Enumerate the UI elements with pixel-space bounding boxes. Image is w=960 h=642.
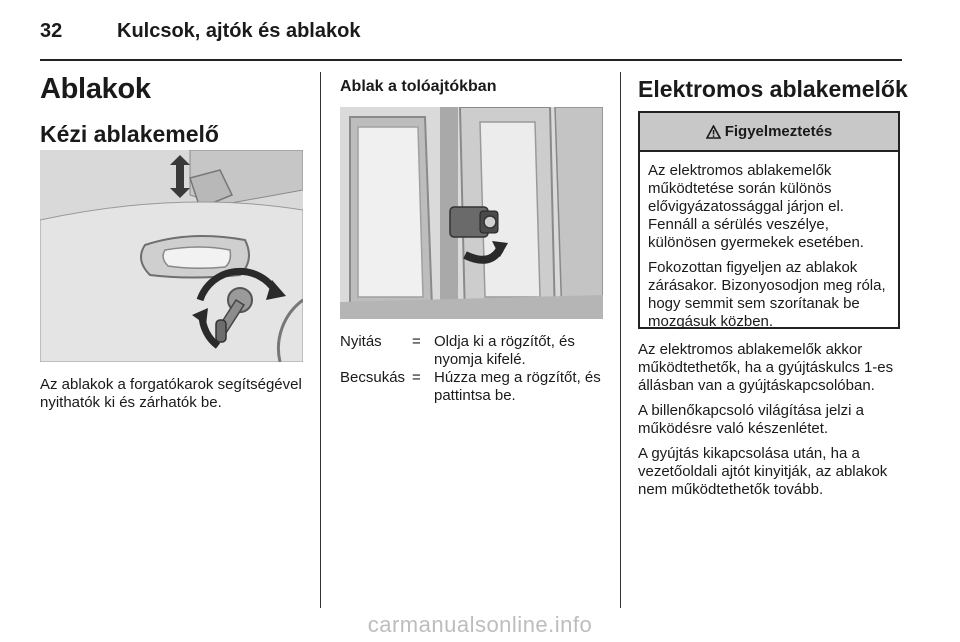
window-crank-caption: Az ablakok a forgatókarok segítségével nyithatók ki és zárhatók be. bbox=[40, 376, 302, 411]
warning-header bbox=[640, 113, 898, 152]
warning-box bbox=[638, 111, 900, 329]
sliding-door-window-illustration bbox=[340, 107, 603, 319]
warning-paragraph: Fokozottan figyeljen az ablakok zárásakor. Bizonyosodjon meg róla, hogy semmit sem szorítanak be mozgásuk közben. bbox=[648, 259, 886, 330]
section-title: Ablakok bbox=[40, 73, 151, 105]
column-divider-right bbox=[620, 72, 621, 608]
warning-paragraph: Az elektromos ablakemelők működtetése során különös elővigyázatossággal járjon el. Fennáll a sérülés veszélye, különösen gyermekek esetében. bbox=[648, 162, 864, 251]
sliding-door-latch-drawing bbox=[340, 107, 603, 319]
watermark: carmanualsonline.info bbox=[367, 612, 593, 637]
definition-separator: = bbox=[412, 369, 421, 386]
sliding-door-window-title: Ablak a tolóajtókban bbox=[340, 78, 497, 95]
manual-window-crank-illustration bbox=[40, 150, 303, 362]
page-number: 32 bbox=[40, 20, 63, 42]
header-rule bbox=[40, 59, 902, 61]
definition-term: Becsukás bbox=[340, 369, 406, 386]
warning-label: Figyelmeztetés bbox=[724, 123, 833, 140]
window-crank-drawing bbox=[40, 150, 303, 362]
definition-separator: = bbox=[412, 333, 421, 350]
body-paragraph: A gyújtás kikapcsolása után, ha a vezetőoldali ajtót kinyitják, az ablakok nem működtethetők tovább. bbox=[638, 445, 888, 498]
definition-table bbox=[340, 333, 605, 405]
body-paragraph: Az elektromos ablakemelők akkor működtethetők, ha a gyújtáskulcs 1-es állásban van a gyújtáskapcsolóban. bbox=[638, 341, 894, 394]
chapter-title: Kulcsok, ajtók és ablakok bbox=[117, 20, 361, 42]
subsection-title: Kézi ablakemelő bbox=[40, 121, 219, 147]
definition-term: Nyitás bbox=[340, 333, 382, 350]
definition-description: Húzza meg a rögzítőt, és pattintsa be. bbox=[434, 369, 601, 404]
power-windows-title: Elektromos ablakemelők bbox=[638, 76, 908, 102]
definition-row-open bbox=[340, 333, 605, 369]
definition-description: Oldja ki a rögzítőt, és nyomja kifelé. bbox=[434, 333, 575, 368]
definition-row-close bbox=[340, 369, 605, 405]
warning-triangle-icon bbox=[706, 125, 721, 139]
power-windows-text bbox=[638, 341, 906, 506]
column-divider-left bbox=[320, 72, 321, 608]
warning-body bbox=[640, 152, 898, 331]
body-paragraph: A billenőkapcsoló világítása jelzi a működésre való készenlétet. bbox=[638, 402, 864, 437]
